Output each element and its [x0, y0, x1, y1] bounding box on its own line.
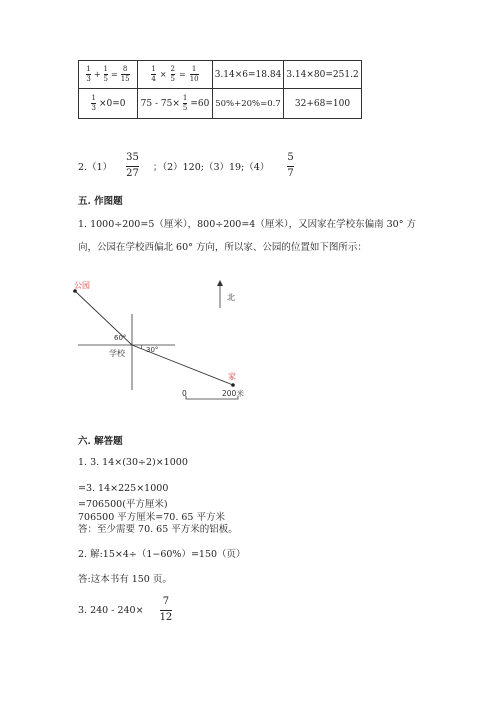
answer-line: 答:这本书有 150 页。: [78, 574, 172, 585]
answer-line: 答：至少需要 70. 65 平方米的铝板。: [78, 524, 238, 535]
q2-answer: 2.（1） $\frac{35}{27}$ ；（2）120;（3）19;（4） $\frac{5}{7}$: [78, 152, 294, 179]
map-diagram: [70, 272, 260, 402]
scale-zero-label: 0: [182, 389, 187, 398]
park-label: 公园: [74, 281, 90, 290]
table-cell: $\frac{1}{3}$ ×0=0: [79, 89, 138, 119]
home-label: 家: [228, 372, 236, 381]
table-cell: 50%+20%=0.7: [213, 89, 284, 119]
table-cell: $\frac{1}{4}$ × $\frac{2}{5}$ = $\frac{1}{10}$: [138, 61, 213, 89]
table-cell: 3.14×6=18.84: [213, 61, 284, 89]
north-arrow-head: [217, 280, 223, 286]
answer-line: =3. 14×225×1000: [78, 483, 169, 494]
table-cell: 3.14×80=251.2: [284, 61, 362, 89]
section-title: 六. 解答题: [78, 436, 123, 447]
paragraph-line: 1. 1000÷200=5（厘米），800÷200=4（厘米），又因家在学校东偏南 30° 方: [78, 219, 416, 230]
north-label: 北: [227, 293, 235, 302]
answer-line: =706500(平方厘米): [78, 499, 168, 510]
answer-line: 1. 3. 14×(30÷2)×1000: [78, 457, 188, 468]
scale-length-label: 200米: [222, 389, 244, 398]
angle-60-label: 60°: [114, 334, 127, 342]
answer-table: [78, 60, 362, 119]
home-point: [231, 383, 235, 387]
q3-answer: 3. 240 - 240× $\frac{7}{12}$: [78, 596, 173, 623]
answer-line: 2. 解:15×4÷（1−60%）=150（页）: [78, 549, 246, 560]
table-cell: $\frac{1}{3}$ + $\frac{1}{5}$ = $\frac{8}{15}$: [79, 61, 138, 89]
school-label: 学校: [109, 349, 125, 358]
angle-30-label: 30°: [146, 346, 159, 354]
answer-line: 706500 平方厘米=70. 65 平方米: [78, 512, 225, 523]
table-cell: 32+68=100: [284, 89, 362, 119]
paragraph-line: 向，公园在学校西偏北 60° 方向，所以家、公园的位置如下图所示：: [78, 242, 367, 253]
table-row: [79, 61, 362, 89]
section-title: 五. 作图题: [78, 196, 123, 207]
table-row: [79, 89, 362, 119]
table-cell: 75 - 75× $\frac{1}{5}$ =60: [138, 89, 213, 119]
